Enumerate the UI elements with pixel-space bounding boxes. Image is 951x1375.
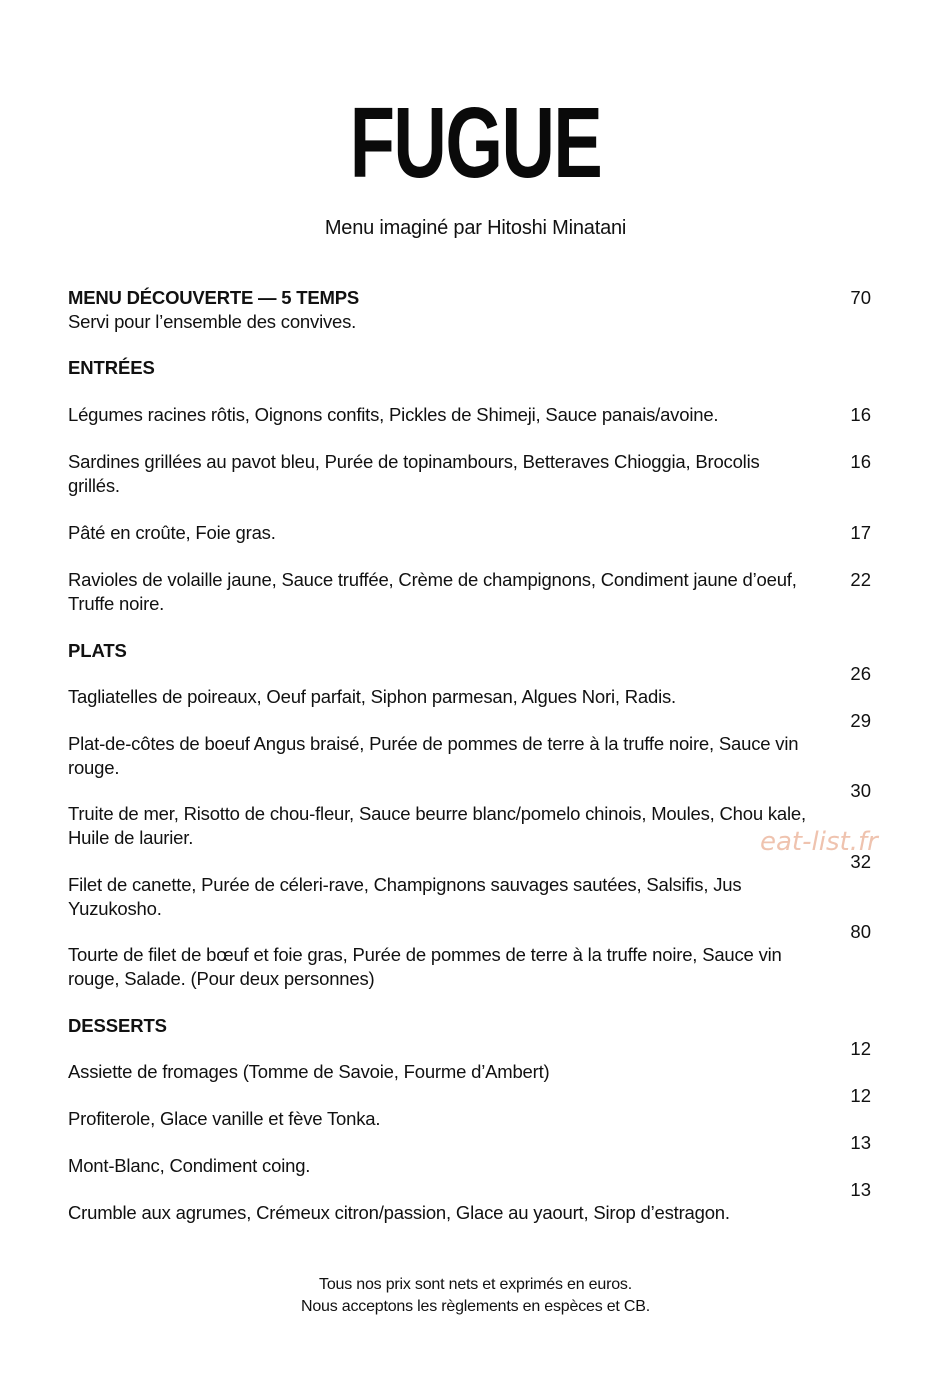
- footer-line-prices: Tous nos prix sont nets et exprimés en euros.: [319, 1276, 632, 1293]
- menu-item: Plat-de-côtes de boeuf Angus braisé, Purée de pommes de terre à la truffe noire, Sauce vin rouge.: [68, 733, 799, 778]
- menu-item: Mont-Blanc, Condiment coing.: [68, 1155, 311, 1176]
- menu-item: Profiterole, Glace vanille et fève Tonka.: [68, 1108, 381, 1129]
- watermark: eat-list.fr: [760, 827, 878, 857]
- menu-item-price: 26: [850, 663, 871, 684]
- menu-item: Assiette de fromages (Tomme de Savoie, Fourme d’Ambert): [68, 1061, 550, 1082]
- menu-item-price: 17: [850, 522, 871, 543]
- menu-item: Truite de mer, Risotto de chou-fleur, Sauce beurre blanc/pomelo chinois, Moules, Chou kale, Huile de laurier.: [68, 803, 806, 848]
- menu-item-price: 22: [850, 569, 871, 590]
- section-heading-plats: PLATS: [68, 640, 127, 661]
- menu-item: Sardines grillées au pavot bleu, Purée de topinambours, Betteraves Chioggia, Brocolis grillés.: [68, 451, 760, 496]
- tasting-menu-note: Servi pour l’ensemble des convives.: [68, 311, 357, 332]
- menu-item-price: 13: [850, 1132, 871, 1153]
- menu-item: Légumes racines rôtis, Oignons confits, Pickles de Shimeji, Sauce panais/avoine.: [68, 404, 719, 425]
- menu-item: Tagliatelles de poireaux, Oeuf parfait, Siphon parmesan, Algues Nori, Radis.: [68, 686, 676, 707]
- section-heading-entrees: ENTRÉES: [68, 357, 155, 378]
- menu-item-price: 29: [850, 710, 871, 731]
- menu-item-price: 80: [850, 921, 871, 942]
- menu-item-price: 16: [850, 451, 871, 472]
- menu-item-price: 13: [850, 1179, 871, 1200]
- restaurant-logo: FUGUE: [349, 87, 602, 199]
- section-heading-desserts: DESSERTS: [68, 1015, 167, 1036]
- menu-item: Pâté en croûte, Foie gras.: [68, 522, 276, 543]
- tasting-menu-title: MENU DÉCOUVERTE — 5 TEMPS: [68, 287, 360, 308]
- tasting-menu-price: 70: [850, 287, 871, 308]
- tasting-menu: [68, 286, 828, 334]
- menu-item-price: 16: [850, 404, 871, 425]
- menu-item: Crumble aux agrumes, Crémeux citron/passion, Glace au yaourt, Sirop d’estragon.: [68, 1202, 730, 1223]
- menu-item-price: 30: [850, 780, 871, 801]
- menu-item: Filet de canette, Purée de céleri-rave, Champignons sauvages sautées, Salsifis, Jus Yuzukosho.: [68, 874, 742, 919]
- menu-item-price: 12: [850, 1085, 871, 1106]
- menu-item: Ravioles de volaille jaune, Sauce truffée, Crème de champignons, Condiment jaune d’oeuf, Truffe noire.: [68, 569, 797, 614]
- menu-item: Tourte de filet de bœuf et foie gras, Purée de pommes de terre à la truffe noire, Sauce vin rouge, Salade. (Pour deux personnes): [68, 944, 782, 989]
- footer-note: [0, 1274, 951, 1318]
- menu-item-price: 32: [850, 851, 871, 872]
- footer-line-payment: Nous acceptons les règlements en espèces et CB.: [300, 1298, 650, 1315]
- menu-subtitle: Menu imaginé par Hitoshi Minatani: [324, 217, 627, 239]
- menu-item-price: 12: [850, 1038, 871, 1059]
